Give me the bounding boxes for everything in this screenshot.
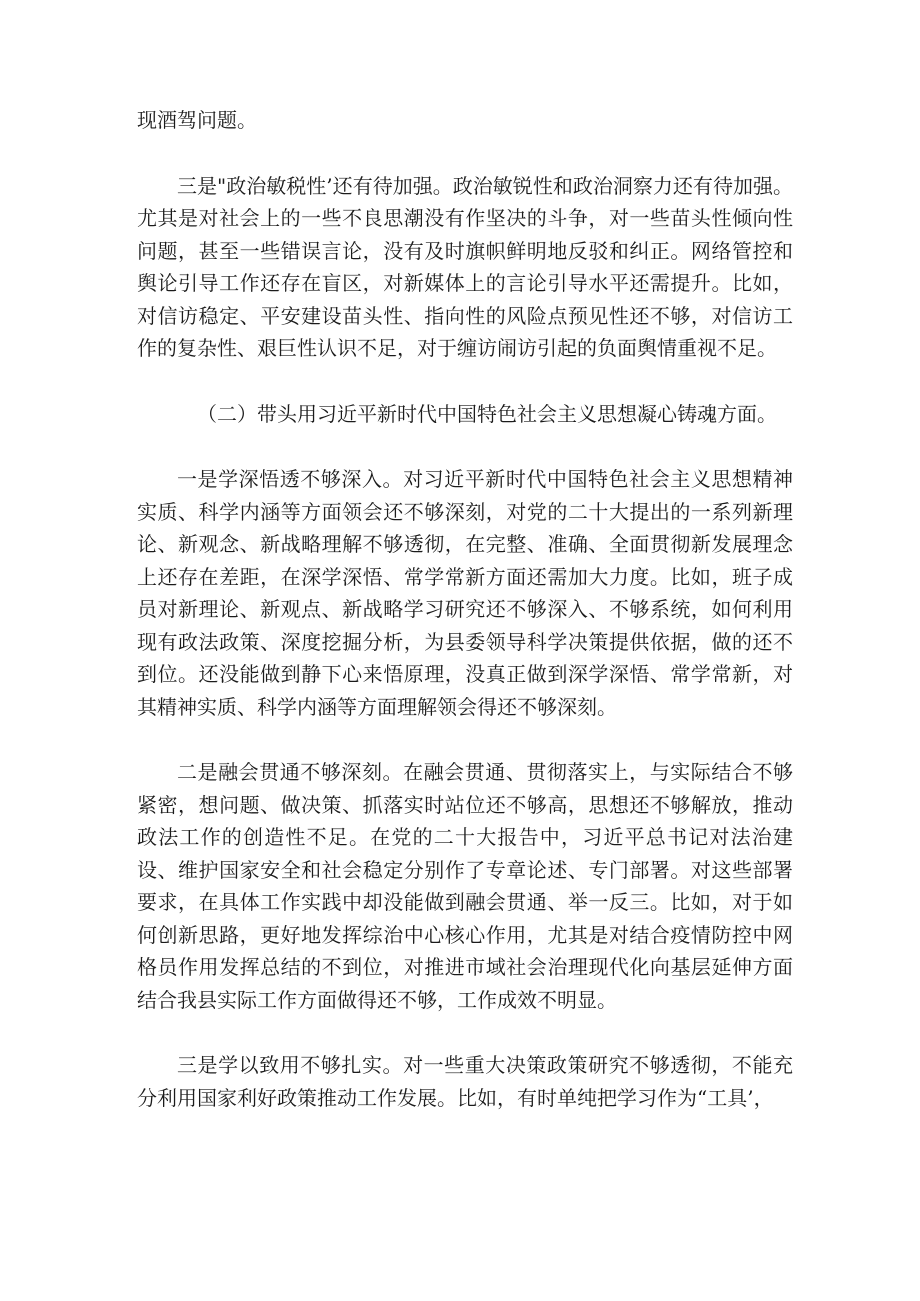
document-body <box>137 104 793 1114</box>
paragraph-integration: 二是融会贯通不够深刻。在融会贯通、贯彻落实上，与实际结合不够紧密，想问题、做决策、抓落实时站位还不够高，思想还不够解放，推动政法工作的创造性不足。在党的二十大报告中，习近平总书记对法治建设、维护国家安全和社会稳定分别作了专章论述、专门部署。对这些部署要求，在具体工作实践中却没能做到融会贯通、举一反三。比如，对于如何创新思路，更好地发挥综治中心核心作用，尤其是对结合疫情防控中网格员作用发挥总结的不到位，对推进市域社会治理现代化向基层延伸方面结合我县实际工作方面做得还不够，工作成效不明显。 <box>137 760 793 1012</box>
paragraph-deep-study: 一是学深悟透不够深入。对习近平新时代中国特色社会主义思想精神实质、科学内涵等方面领会还不够深刻，对党的二十大提出的一系列新理论、新观念、新战略理解不够透彻，在完整、准确、全面贯彻新发展理念上还存在差距，在深学深悟、常学常新方面还需加大力度。比如，班子成员对新理论、新观点、新战略学习研究还不够深入、不够系统，如何利用现有政法政策、深度挖掘分析，为县委领导科学决策提供依据，做的还不到位。还没能做到静下心来悟原理，没真正做到深学深悟、常学常新，对其精神实质、科学内涵等方面理解领会得还不够深刻。 <box>137 467 793 719</box>
paragraph-application: 三是学以致用不够扎实。对一些重大决策政策研究不够透彻，不能充分利用国家利好政策推动工作发展。比如，有时单纯把学习作为“工具’， <box>137 1053 793 1110</box>
paragraph-continuation: 现酒驾问题。 <box>137 108 257 132</box>
section-heading-2: （二）带头用习近平新时代中国特色社会主义思想凝心铸魂方面。 <box>197 401 777 426</box>
paragraph-political-sensitivity: 三是"政治敏税性’还有待加强。政治敏锐性和政治洞察力还有待加强。尤其是对社会上的一些不良思潮没有作坚决的斗争，对一些苗头性倾向性问题，甚至一些错误言论，没有及时旗帜鲜明地反驳和纠正。网络管控和舆论引导工作还存在盲区，对新媒体上的言论引导水平还需提升。比如，对信访稳定、平安建设苗头性、指向性的风险点预见性还不够，对信访工作的复杂性、艰巨性认识不足，对于缠访闹访引起的负面舆情重视不足。 <box>137 173 793 360</box>
